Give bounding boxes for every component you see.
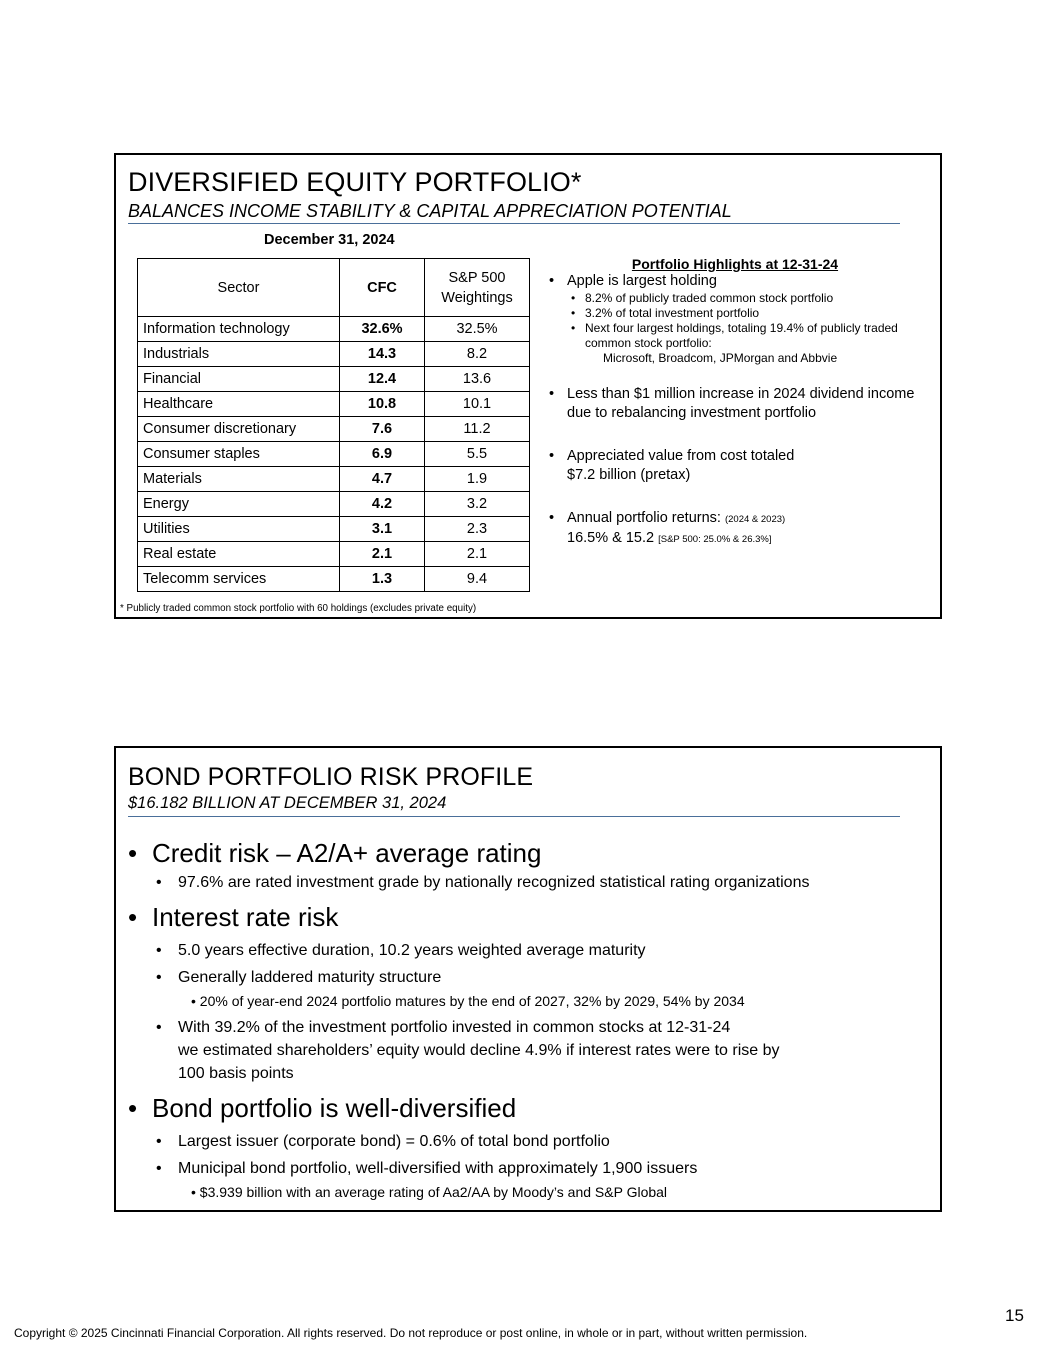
sector-cell: Real estate xyxy=(138,542,340,567)
detail-text: 100 basis points xyxy=(178,1065,294,1082)
table-row xyxy=(138,442,530,467)
sp500-header-line2: Weightings xyxy=(441,289,513,306)
cfc-cell: 1.3 xyxy=(340,567,425,592)
bullet-icon: • xyxy=(156,1133,162,1150)
table-header-row xyxy=(138,259,530,317)
bullet-icon: • xyxy=(571,321,576,335)
heading-text: Bond portfolio is well-diversified xyxy=(152,1093,517,1123)
bullet-icon: • xyxy=(549,273,555,289)
cfc-cell: 14.3 xyxy=(340,342,425,367)
sp500-cell: 11.2 xyxy=(425,417,530,442)
equity-portfolio-slide xyxy=(114,153,942,619)
highlight-sub xyxy=(546,291,941,306)
sp500-cell: 2.3 xyxy=(425,517,530,542)
bullet-icon: • xyxy=(128,902,138,932)
highlight-sub-text: 8.2% of publicly traded common stock portfolio xyxy=(585,291,834,305)
table-row xyxy=(138,542,530,567)
highlights-title: Portfolio Highlights at 12-31-24 xyxy=(631,256,839,272)
duration-detail xyxy=(156,939,646,962)
cfc-cell: 10.8 xyxy=(340,392,425,417)
bullet-icon: • xyxy=(191,1184,196,1200)
bullet-icon: • xyxy=(128,1093,138,1123)
laddered-detail xyxy=(156,966,441,989)
sp500-cell: 2.1 xyxy=(425,542,530,567)
cfc-header: CFC xyxy=(340,259,425,317)
detail-text: $3.939 billion with an average rating of Aa2/AA by Moody’s and S&P Global xyxy=(199,1184,668,1200)
bullet-icon: • xyxy=(549,510,555,526)
slide-title: DIVERSIFIED EQUITY PORTFOLIO* xyxy=(128,167,582,197)
bullet-icon: • xyxy=(571,291,576,305)
sector-cell: Energy xyxy=(138,492,340,517)
bullet-icon: • xyxy=(156,969,162,986)
table-row xyxy=(138,517,530,542)
largest-issuer-detail xyxy=(156,1130,610,1153)
slide-title: BOND PORTFOLIO RISK PROFILE xyxy=(128,763,534,791)
title-divider xyxy=(128,223,900,224)
sector-cell: Financial xyxy=(138,367,340,392)
sector-cell: Consumer discretionary xyxy=(138,417,340,442)
bullet-icon: • xyxy=(156,1160,162,1177)
table-row xyxy=(138,317,530,342)
top-holdings-names: Microsoft, Broadcom, JPMorgan and Abbvie xyxy=(603,351,838,365)
sector-cell: Industrials xyxy=(138,342,340,367)
detail-text: Generally laddered maturity structure xyxy=(178,969,442,986)
bullet-icon: • xyxy=(191,993,196,1009)
highlight-sub xyxy=(546,321,941,351)
bullet-icon: • xyxy=(156,1019,162,1036)
sp500-cell: 8.2 xyxy=(425,342,530,367)
highlight-annual-returns xyxy=(546,509,941,549)
highlight-text: Appreciated value from cost totaled xyxy=(567,448,795,464)
sector-cell: Information technology xyxy=(138,317,340,342)
municipal-rating-detail xyxy=(191,1184,667,1200)
highlight-sub-text: 3.2% of total investment portfolio xyxy=(585,306,760,320)
equity-sensitivity-detail xyxy=(156,1016,779,1085)
slide-subtitle: BALANCES INCOME STABILITY & CAPITAL APPRECIATION POTENTIAL xyxy=(128,201,732,221)
returns-values: 16.5% & 15.2 xyxy=(567,530,655,546)
bullet-icon: • xyxy=(156,942,162,959)
cfc-cell: 32.6% xyxy=(340,317,425,342)
sp500-header-line1: S&P 500 xyxy=(448,269,506,286)
detail-text: With 39.2% of the investment portfolio invested in common stocks at 12-31-24 xyxy=(178,1019,731,1036)
bullet-icon: • xyxy=(571,306,576,320)
sp500-cell: 10.1 xyxy=(425,392,530,417)
page-number: 15 xyxy=(1005,1306,1024,1325)
bullet-icon: • xyxy=(156,874,162,891)
bullet-icon: • xyxy=(128,838,138,868)
returns-years: (2024 & 2023) xyxy=(724,514,786,525)
table-row xyxy=(138,417,530,442)
sector-header: Sector xyxy=(138,259,340,317)
highlight-apple xyxy=(546,272,941,291)
bond-risk-slide xyxy=(114,746,942,1212)
sector-cell: Utilities xyxy=(138,517,340,542)
sp500-cell: 5.5 xyxy=(425,442,530,467)
sp500-cell: 3.2 xyxy=(425,492,530,517)
detail-text: Largest issuer (corporate bond) = 0.6% of total bond portfolio xyxy=(178,1133,610,1150)
sector-cell: Materials xyxy=(138,467,340,492)
cfc-cell: 4.7 xyxy=(340,467,425,492)
table-date: December 31, 2024 xyxy=(264,232,395,248)
heading-text: Interest rate risk xyxy=(152,902,339,932)
sector-cell: Healthcare xyxy=(138,392,340,417)
table-row xyxy=(138,367,530,392)
title-divider xyxy=(128,816,900,817)
sp500-cell: 9.4 xyxy=(425,567,530,592)
cfc-cell: 6.9 xyxy=(340,442,425,467)
highlight-text: Less than $1 million increase in 2024 dividend income due to rebalancing investment portfolio xyxy=(567,386,915,421)
cfc-cell: 4.2 xyxy=(340,492,425,517)
highlight-sub-text: Next four largest holdings, totaling 19.4% of publicly traded common stock portfolio: xyxy=(585,321,898,350)
table-row xyxy=(138,467,530,492)
table-row xyxy=(138,342,530,367)
highlight-text: $7.2 billion (pretax) xyxy=(567,467,691,483)
highlight-appreciated-value xyxy=(546,447,941,485)
slide-subtitle: $16.182 BILLION AT DECEMBER 31, 2024 xyxy=(128,794,447,812)
table-row xyxy=(138,492,530,517)
sp500-cell: 32.5% xyxy=(425,317,530,342)
maturity-detail xyxy=(191,993,745,1009)
bullet-icon: • xyxy=(549,448,555,464)
heading-text: Credit risk – A2/A+ average rating xyxy=(152,838,542,868)
cfc-cell: 12.4 xyxy=(340,367,425,392)
detail-text: we estimated shareholders’ equity would decline 4.9% if interest rates were to rise by xyxy=(178,1042,780,1059)
detail-text: 5.0 years effective duration, 10.2 years weighted average maturity xyxy=(178,942,646,959)
sp500-returns: [S&P 500: 25.0% & 26.3%] xyxy=(658,534,772,545)
table-row xyxy=(138,392,530,417)
highlight-text: Annual portfolio returns: xyxy=(567,510,721,526)
sector-weightings-table xyxy=(137,258,530,592)
cfc-cell: 7.6 xyxy=(340,417,425,442)
portfolio-highlights xyxy=(546,256,941,549)
copyright-notice: Copyright © 2025 Cincinnati Financial Corporation. All rights reserved. Do not reproduce or post online, in whole or in part, without written permission. xyxy=(14,1326,808,1340)
cfc-cell: 2.1 xyxy=(340,542,425,567)
credit-risk-detail xyxy=(156,871,809,894)
sp500-cell: 13.6 xyxy=(425,367,530,392)
credit-risk-heading xyxy=(128,838,541,869)
detail-text: 20% of year-end 2024 portfolio matures by the end of 2027, 32% by 2029, 54% by 2034 xyxy=(199,993,745,1009)
highlight-text: Apple is largest holding xyxy=(567,273,717,289)
sp500-header xyxy=(425,259,530,317)
municipal-detail xyxy=(156,1157,697,1180)
sp500-cell: 1.9 xyxy=(425,467,530,492)
diversified-heading xyxy=(128,1093,516,1124)
highlight-sub xyxy=(546,306,941,321)
highlight-dividend xyxy=(546,385,941,423)
detail-text: 97.6% are rated investment grade by nationally recognized statistical rating organizations xyxy=(178,874,810,891)
bullet-icon: • xyxy=(549,386,555,402)
detail-text: Municipal bond portfolio, well-diversified with approximately 1,900 issuers xyxy=(178,1160,698,1177)
cfc-cell: 3.1 xyxy=(340,517,425,542)
sector-cell: Telecomm services xyxy=(138,567,340,592)
sector-cell: Consumer staples xyxy=(138,442,340,467)
table-row xyxy=(138,567,530,592)
interest-rate-risk-heading xyxy=(128,902,338,933)
footnote: * Publicly traded common stock portfolio with 60 holdings (excludes private equity) xyxy=(120,603,477,614)
